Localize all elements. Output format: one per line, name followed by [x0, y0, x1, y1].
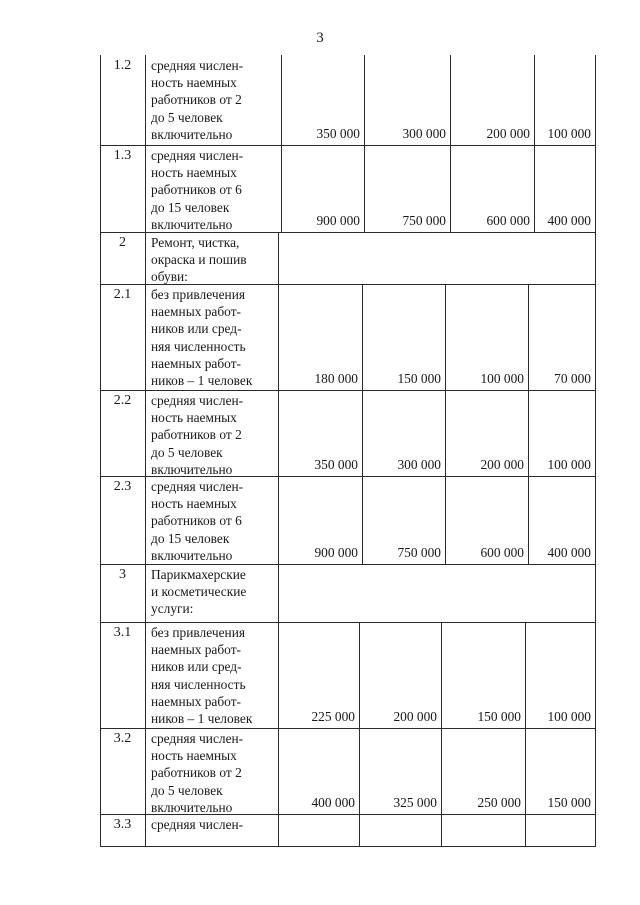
value-cell: 350 000 [314, 457, 358, 472]
column-divider [359, 728, 360, 814]
row-number: 1.2 [113, 58, 132, 73]
column-divider [278, 476, 279, 564]
column-divider [534, 55, 535, 145]
column-divider [528, 476, 529, 564]
value-cell: 400 000 [311, 795, 355, 810]
page-number: 3 [316, 30, 324, 46]
value-cell: 100 000 [547, 709, 591, 724]
table-border-bottom [100, 846, 596, 847]
value-cell: 750 000 [397, 545, 441, 560]
column-divider [278, 232, 279, 284]
row-number: 2.1 [113, 287, 132, 302]
column-divider [362, 284, 363, 390]
row-description: средняя числен- ность наемных работников от 2 до 5 человек включительно [151, 393, 244, 477]
tariff-table [100, 55, 596, 847]
value-cell: 150 000 [397, 371, 441, 386]
row-number: 2.2 [113, 393, 132, 408]
column-divider [445, 476, 446, 564]
value-cell: 325 000 [393, 795, 437, 810]
value-cell: 600 000 [480, 545, 524, 560]
column-divider [362, 476, 363, 564]
row-description: средняя числен- ность наемных работников от 2 до 5 человек включительно [151, 731, 244, 815]
value-cell: 225 000 [311, 709, 355, 724]
column-divider [364, 145, 365, 232]
row-divider [100, 728, 596, 729]
column-divider [278, 814, 279, 847]
column-divider [359, 622, 360, 728]
column-divider [445, 284, 446, 390]
row-divider [100, 622, 596, 623]
column-divider [450, 145, 451, 232]
column-divider [359, 814, 360, 847]
column-divider [278, 564, 279, 622]
row-number: 3.3 [113, 817, 132, 832]
column-divider [525, 622, 526, 728]
value-cell: 300 000 [397, 457, 441, 472]
column-divider [281, 145, 282, 232]
row-description: без привлечения наемных работ- ников или сред- няя численность наемных работ- ников – 1 человек [151, 287, 253, 389]
row-divider [100, 476, 596, 477]
column-divider [528, 284, 529, 390]
row-number: 3 [119, 567, 126, 582]
value-cell: 200 000 [486, 126, 530, 141]
column-divider [278, 622, 279, 728]
column-divider [534, 145, 535, 232]
column-divider [441, 814, 442, 847]
column-divider [441, 728, 442, 814]
value-cell: 600 000 [486, 213, 530, 228]
row-description: средняя числен- ность наемных работников от 2 до 5 человек включительно [151, 58, 244, 142]
value-cell: 180 000 [314, 371, 358, 386]
column-divider [528, 390, 529, 476]
column-divider [362, 390, 363, 476]
row-number: 3.1 [113, 625, 132, 640]
value-cell: 100 000 [547, 126, 591, 141]
row-number: 1.3 [113, 148, 132, 163]
value-cell: 70 000 [554, 371, 591, 386]
row-description: средняя числен- [151, 817, 244, 832]
value-cell: 350 000 [316, 126, 360, 141]
column-divider [364, 55, 365, 145]
value-cell: 100 000 [480, 371, 524, 386]
value-cell: 750 000 [402, 213, 446, 228]
value-cell: 900 000 [314, 545, 358, 560]
row-divider [100, 145, 596, 146]
row-divider [100, 284, 596, 285]
row-divider [100, 564, 596, 565]
column-divider [525, 728, 526, 814]
row-divider [100, 232, 596, 233]
value-cell: 250 000 [477, 795, 521, 810]
row-number: 2 [119, 235, 126, 250]
row-divider [100, 814, 596, 815]
value-cell: 150 000 [477, 709, 521, 724]
value-cell: 300 000 [402, 126, 446, 141]
value-cell: 900 000 [316, 213, 360, 228]
row-description: Ремонт, чистка, окраска и пошив обуви: [151, 235, 247, 285]
column-divider [278, 390, 279, 476]
column-divider [445, 390, 446, 476]
value-cell: 200 000 [393, 709, 437, 724]
column-divider [278, 728, 279, 814]
column-divider [450, 55, 451, 145]
row-description: средняя числен- ность наемных работников от 6 до 15 человек включительно [151, 148, 244, 232]
column-divider [278, 284, 279, 390]
row-description: без привлечения наемных работ- ников или сред- няя численность наемных работ- ников – 1 человек [151, 625, 253, 727]
value-cell: 400 000 [547, 213, 591, 228]
column-divider [525, 814, 526, 847]
row-description: Парикмахерские и косметические услуги: [151, 567, 247, 617]
row-divider [100, 390, 596, 391]
column-divider [281, 55, 282, 145]
value-cell: 200 000 [480, 457, 524, 472]
value-cell: 400 000 [547, 545, 591, 560]
row-number: 2.3 [113, 479, 132, 494]
column-divider [441, 622, 442, 728]
row-description: средняя числен- ность наемных работников от 6 до 15 человек включительно [151, 479, 244, 563]
value-cell: 100 000 [547, 457, 591, 472]
value-cell: 150 000 [547, 795, 591, 810]
row-number: 3.2 [113, 731, 132, 746]
